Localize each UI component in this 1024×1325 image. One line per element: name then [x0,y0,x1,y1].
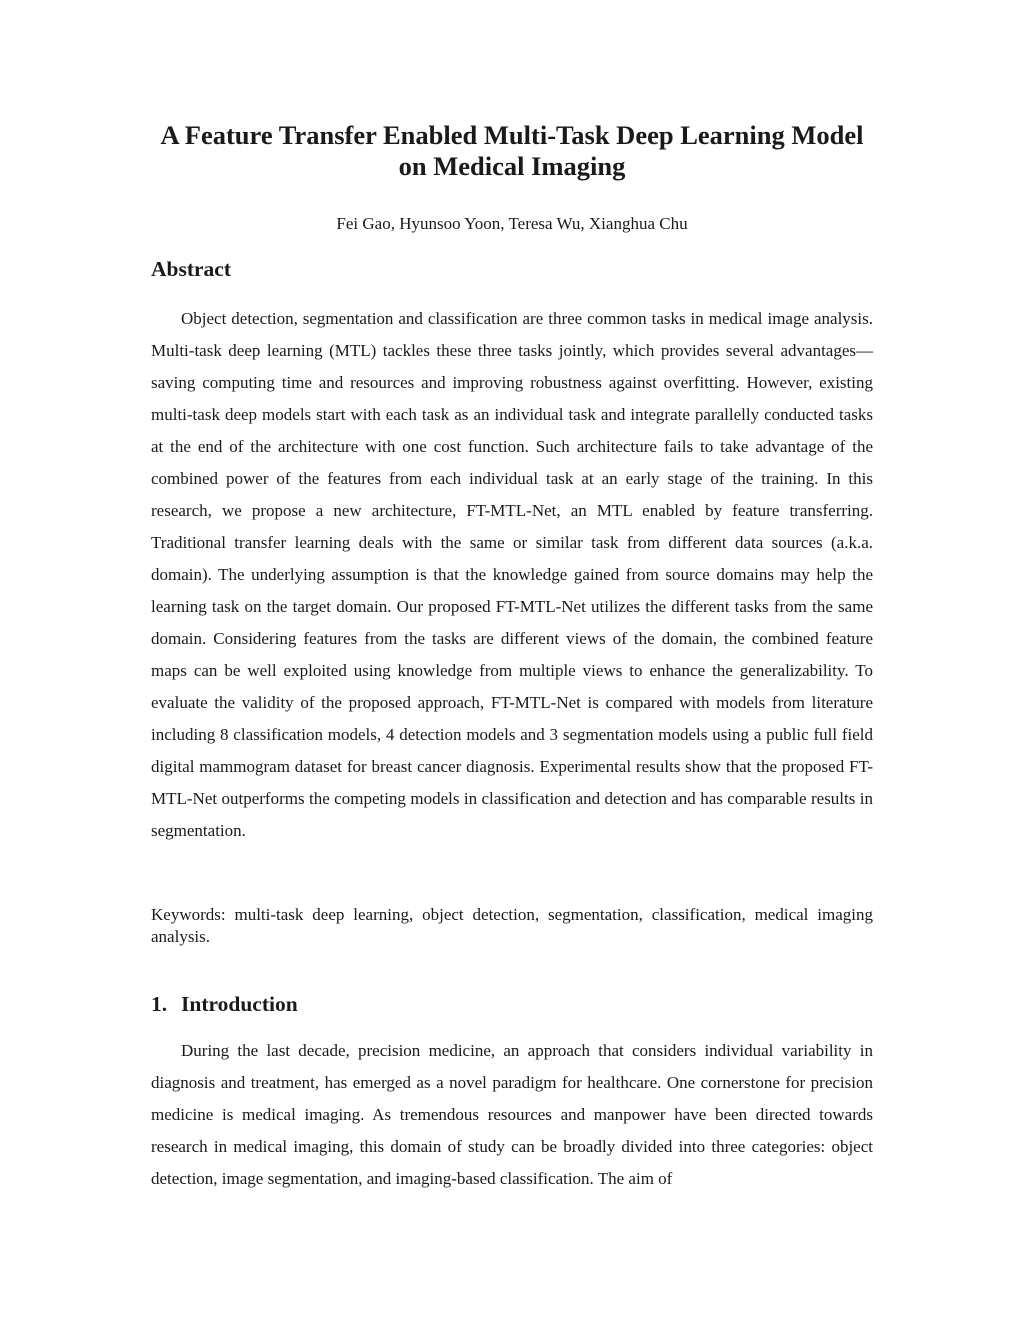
paper-title [151,120,873,182]
keywords: Keywords: multi-task deep learning, object detection, segmentation, classification, medical imaging analysis. [151,905,873,946]
title-line-2: on Medical Imaging [398,151,626,181]
section-number: 1. [151,992,168,1016]
section-title: Introduction [181,992,298,1016]
introduction-text: During the last decade, precision medicine, an approach that considers individual variability in diagnosis and treatment, has emerged as a novel paradigm for healthcare. One cornerstone for precision medicine is medical imaging. As tremendous resources and manpower have been directed towards research in medical imaging, this domain of study can be broadly divided into three categories: object detection, image segmentation, and imaging-based classification. The aim of [151,1041,873,1188]
abstract-text: Object detection, segmentation and classification are three common tasks in medical image analysis. Multi-task deep learning (MTL) tackles these three tasks jointly, which provides several advantages—saving computing time and resources and improving robustness against overfitting. However, existing multi-task deep models start with each task as an individual task and integrate parallelly conducted tasks at the end of the architecture with one cost function. Such architecture fails to take advantage of the combined power of the features from each individual task at an early stage of the training. In this research, we propose a new architecture, FT-MTL-Net, an MTL enabled by feature transferring. Traditional transfer learning deals with the same or similar task from different data sources (a.k.a. domain). The underlying assumption is that the knowledge gained from source domains may help the learning task on the target domain. Our proposed FT-MTL-Net utilizes the different tasks from the same domain. Considering features from the tasks are different views of the domain, the combined feature maps can be well exploited using knowledge from multiple views to enhance the generalizability. To evaluate the validity of the proposed approach, FT-MTL-Net is compared with models from literature including 8 classification models, 4 detection models and 3 segmentation models using a public full field digital mammogram dataset for breast cancer diagnosis. Experimental results show that the proposed FT-MTL-Net outperforms the competing models in classification and detection and has comparable results in segmentation. [151,309,873,840]
abstract-heading: Abstract [151,257,232,281]
author-list: Fei Gao, Hyunsoo Yoon, Teresa Wu, Xianghua Chu [336,214,688,233]
title-line-1: A Feature Transfer Enabled Multi-Task Deep Learning Model [160,120,864,150]
section-heading-introduction [151,991,298,1017]
